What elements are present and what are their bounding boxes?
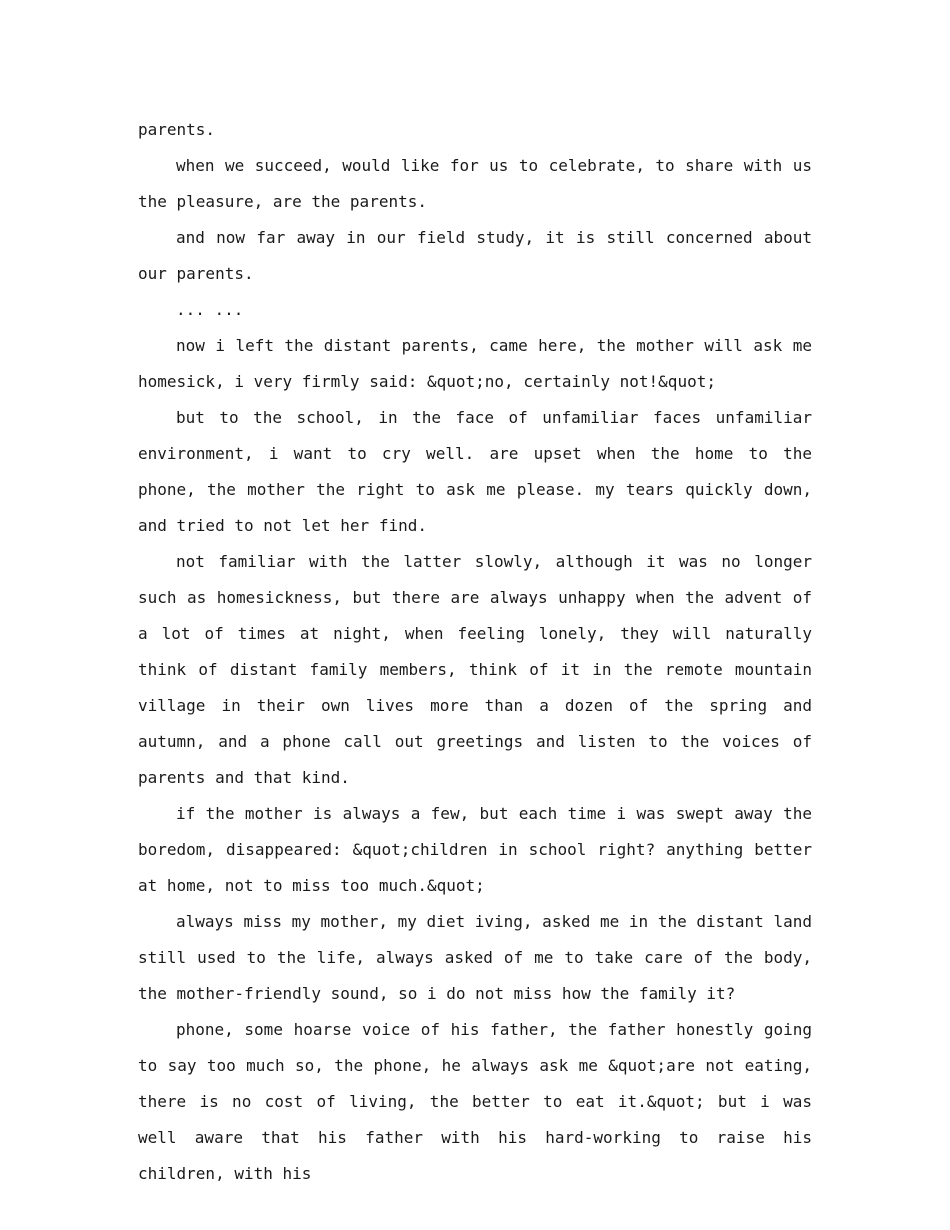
paragraph-7: not familiar with the latter slowly, although it was no longer such as homesickness, but there are always unhappy when the advent of a lot of times at night, when feeling lonely, they will naturally think of distant family members, think of it in the remote mountain village in their own lives more than a dozen of the spring and autumn, and a phone call out greetings and listen to the voices of parents and that kind.: [138, 552, 812, 787]
paragraph-5: now i left the distant parents, came here, the mother will ask me homesick, i very firmly said: &quot;no, certainly not!&quot;: [138, 336, 812, 391]
paragraph-4: ... ...: [176, 300, 244, 319]
body-text: [138, 112, 812, 1192]
paragraph-1: parents.: [138, 120, 216, 139]
paragraph-9: always miss my mother, my diet iving, asked me in the distant land still used to the life, always asked of me to take care of the body, the mother-friendly sound, so i do not miss how the family it?: [138, 912, 812, 1003]
paragraph-2: when we succeed, would like for us to celebrate, to share with us the pleasure, are the parents.: [138, 156, 812, 211]
paragraph-6: but to the school, in the face of unfamiliar faces unfamiliar environment, i want to cry well. are upset when the home to the phone, the mother the right to ask me please. my tears quickly down, and tried to not let her find.: [138, 408, 812, 535]
paragraph-3: and now far away in our field study, it is still concerned about our parents.: [138, 228, 812, 283]
paragraph-10: phone, some hoarse voice of his father, the father honestly going to say too much so, the phone, he always ask me &quot;are not eating, there is no cost of living, the better to eat it.&quot; but i was well aware that his father with his hard-working to raise his children, with his: [138, 1020, 812, 1183]
paragraph-8: if the mother is always a few, but each time i was swept away the boredom, disappeared: &quot;children in school right? anything better at home, not to miss too much.&quot;: [138, 804, 812, 895]
